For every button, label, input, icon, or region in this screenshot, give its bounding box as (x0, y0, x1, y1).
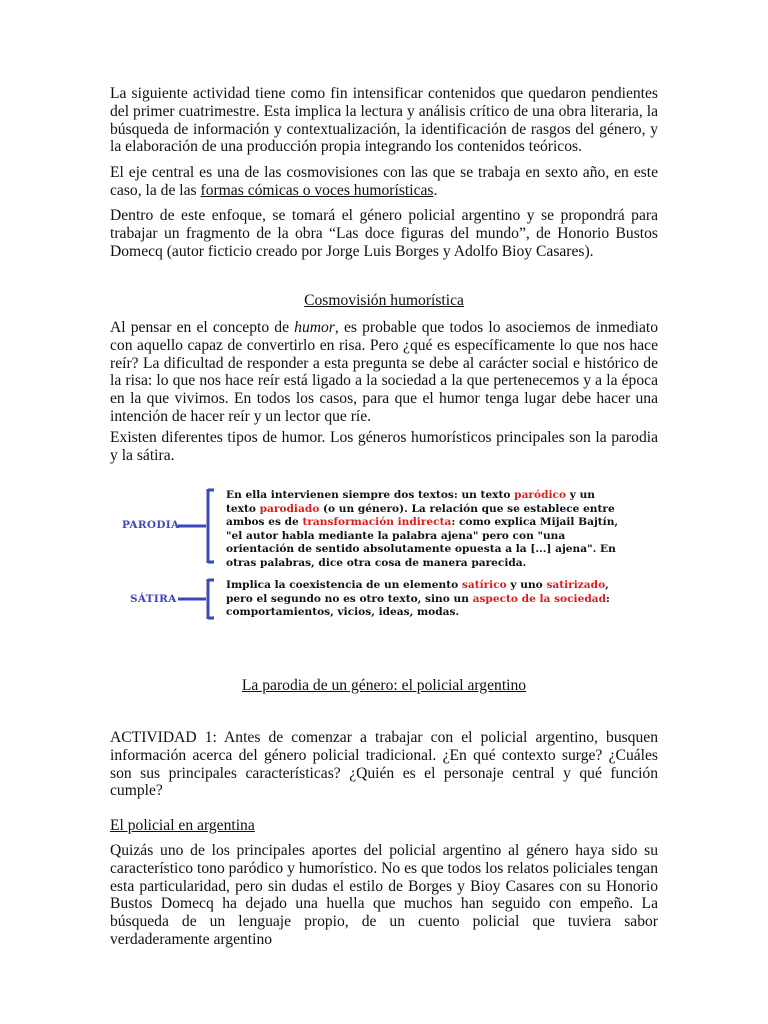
satira-text-2: y uno (506, 579, 547, 591)
satira-label: SÁTIRA (130, 593, 177, 605)
satira-definition (226, 579, 626, 620)
enfoque-paragraph: Dentro de este enfoque, se tomará el género policial argentino y se propondrá para trabajar un fragmento de la obra “Las doce figuras del mundo”, de Honorio Bustos Domecq (autor ficticio creado por Jorge Luis Borges y Adolfo Bioy Casares). (110, 207, 658, 260)
parodia-text-2: y un texto (226, 489, 595, 515)
parodia-highlight-2: parodiado (259, 502, 320, 515)
parodia-bracket (178, 488, 218, 564)
humor-italic: humor (294, 319, 335, 336)
actividad-1-paragraph: ACTIVIDAD 1: Antes de comenzar a trabajar con el policial argentino, busquen información acerca del género policial tradicional. ¿En qué contexto surge? ¿Cuáles son sus principales características? ¿Quién es el personaje central y qué función cumple? (110, 729, 658, 800)
tipos-humor-paragraph: Existen diferentes tipos de humor. Los géneros humorísticos principales son la parodia y la sátira. (110, 429, 658, 464)
policial-argentina-title: El policial en argentina (110, 817, 255, 834)
parodia-genero-title: La parodia de un género: el policial argentino (241, 677, 527, 694)
formas-comicas-underlined: formas cómicas o voces humorísticas (200, 181, 434, 199)
parodia-highlight-1: paródico (514, 489, 567, 501)
parodia-highlight-3: transformación indirecta (302, 516, 452, 529)
satira-bracket (178, 578, 218, 620)
satira-highlight-2: satirizado (546, 579, 606, 591)
satira-text-4: : comportamientos, vicios, ideas, modas. (226, 592, 610, 619)
eje-central-paragraph (110, 164, 658, 200)
humor-text-after: , es probable que todos lo asociemos de inmediato con aquello capaz de convertirlo en risa. Pero ¿qué es específicamente lo que nos hace reír? La dificultad de responder a esta pregunta se debe al carácter social e histórico de la risa: lo que nos hace reír está ligado a la sociedad a la que pertenecemos y a la época en la que vivimos. En todos los casos, para que el humor tenga lugar debe hacer una intención de hacer reír y un lector que ríe. (110, 319, 658, 425)
parodia-text-1: En ella intervienen siempre dos textos: un texto (226, 489, 515, 501)
eje-text-before: El eje central es una de las cosmovisiones con las que se trabaja en sexto año, en este caso, la de las (110, 164, 658, 199)
intro-paragraph: La siguiente actividad tiene como fin intensificar contenidos que quedaron pendientes del primer cuatrimestre. Esta implica la lectura y análisis crítico de una obra literaria, la búsqueda de información y contextualización, la identificación de rasgos del género, y la elaboración de una producción propia integrando los contenidos teóricos. (110, 85, 658, 156)
parodia-label: PARODIA (122, 519, 180, 531)
parodia-text-4: : como explica Mijail Bajtín, "el autor habla mediante la palabra ajena" pero con "una orientación de sentido absolutamente opuesta a la [...] ajena". En otras palabras, dice otra cosa de manera parecida. (226, 516, 619, 569)
satira-text-1: Implica la coexistencia de un elemento (226, 579, 462, 591)
cosmovision-title: Cosmovisión humorística (304, 292, 464, 309)
parodia-definition (226, 489, 626, 571)
humor-paragraph (110, 319, 658, 426)
humor-text-before: Al pensar en el concepto de (110, 319, 295, 336)
eje-text-after: . (433, 181, 438, 199)
policial-paragraph: Quizás uno de los principales aportes del policial argentino al género haya sido su característico tono paródico y humorístico. No es que todos los relatos policiales tengan esta particularidad, pero sin dudas el estilo de Borges y Bioy Casares con su Honorio Bustos Domecq ha dejado una huella que muchos han seguido con empeño. La búsqueda de un lenguaje propio, de un cuento policial que tuviera sabor verdaderamente argentino (110, 842, 658, 948)
satira-highlight-1: satírico (461, 579, 507, 591)
humor-types-diagram (110, 480, 658, 630)
satira-highlight-3: aspecto de la sociedad (472, 592, 607, 605)
satira-text-3: , pero el segundo no es otro texto, sino un (226, 579, 609, 605)
parodia-text-3: (o un género). La relación que se establece entre ambos es de (226, 502, 615, 529)
